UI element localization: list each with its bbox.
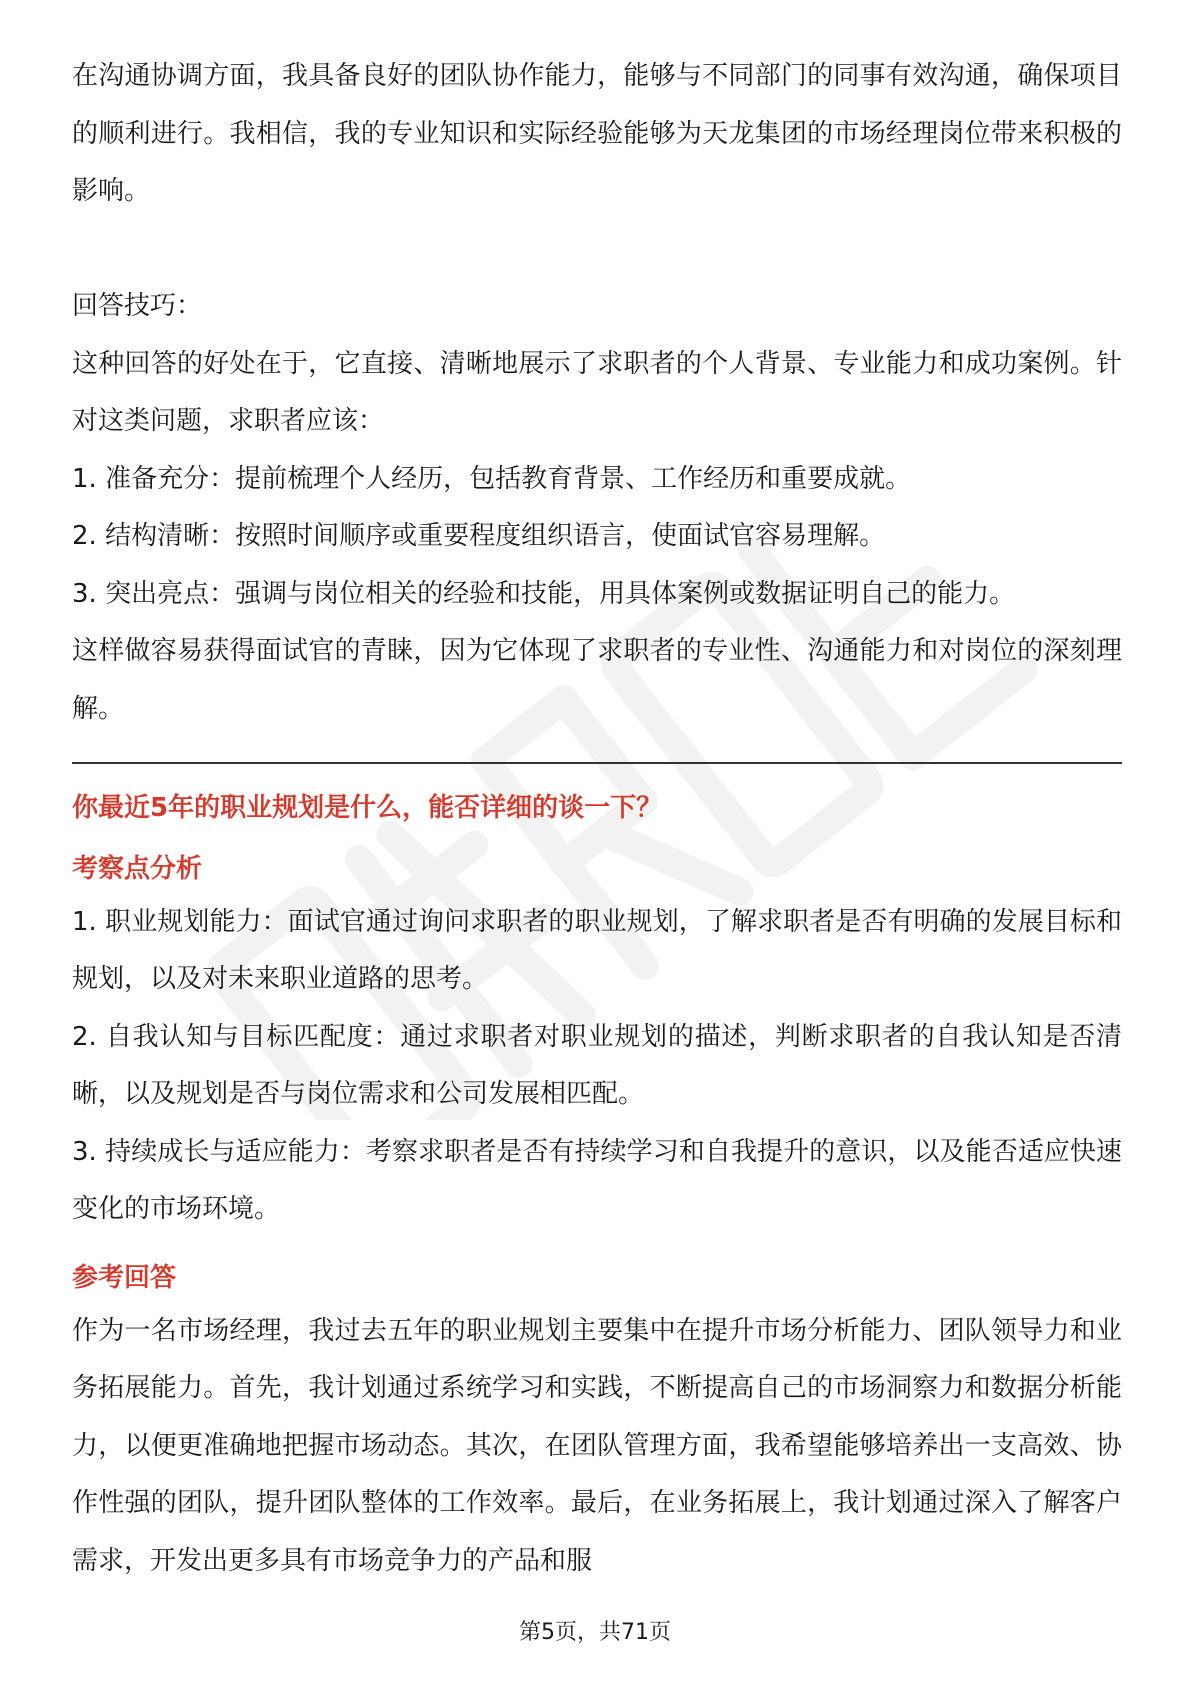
tips-label: 回答技巧： [72, 291, 203, 321]
analysis-item-3: 3. 持续成长与适应能力：考察求职者是否有持续学习和自我提升的意识，以及能否适应快速变化的市场环境。 [72, 1136, 1122, 1224]
reference-paragraph: 作为一名市场经理，我过去五年的职业规划主要集中在提升市场分析能力、团队领导力和业务拓展能力。首先，我计划通过系统学习和实践，不断提高自己的市场洞察力和数据分析能力，以便更准确地把握市场动态。其次，在团队管理方面，我希望能够培养出一支高效、协作性强的团队，提升团队整体的工作效率。最后，在业务拓展上，我计划通过深入了解客户需求，开发出更多具有市场竞争力的产品和服 [72, 1315, 1122, 1576]
question-title: 你最近5年的职业规划是什么，能否详细的谈一下？ [72, 793, 663, 823]
tips-paragraph: 这种回答的好处在于，它直接、清晰地展示了求职者的个人背景、专业能力和成功案例。针对这类问题，求职者应该： [72, 348, 1122, 436]
analysis-item-2: 2. 自我认知与目标匹配度：通过求职者对职业规划的描述，判断求职者的自我认知是否清晰，以及规划是否与岗位需求和公司发展相匹配。 [72, 1021, 1122, 1109]
section-divider [72, 762, 1122, 764]
intro-paragraph: 在沟通协调方面，我具备良好的团队协作能力，能够与不同部门的同事有效沟通，确保项目的顺利进行。我相信，我的专业知识和实际经验能够为天龙集团的市场经理岗位带来积极的影响。 [72, 61, 1122, 206]
analysis-heading: 考察点分析 [72, 853, 203, 884]
tips-item-2: 2. 结构清晰：按照时间顺序或重要程度组织语言，使面试官容易理解。 [72, 521, 886, 551]
document-page [72, 48, 1122, 1590]
tips-item-1: 1. 准备充分：提前梳理个人经历，包括教育背景、工作经历和重要成就。 [72, 463, 912, 494]
blank-gap [72, 221, 1122, 279]
page-footer: 第5页，共71页 [519, 1620, 671, 1645]
tips-item-3: 3. 突出亮点：强调与岗位相关的经验和技能，用具体案例或数据证明自己的能力。 [72, 578, 1016, 609]
analysis-item-1: 1. 职业规划能力：面试官通过询问求职者的职业规划，了解求职者是否有明确的发展目标和规划，以及对未来职业道路的思考。 [72, 906, 1122, 994]
reference-heading: 参考回答 [72, 1262, 177, 1293]
tips-closing: 这样做容易获得面试官的青睐，因为它体现了求职者的专业性、沟通能力和对岗位的深刻理解。 [72, 636, 1122, 724]
